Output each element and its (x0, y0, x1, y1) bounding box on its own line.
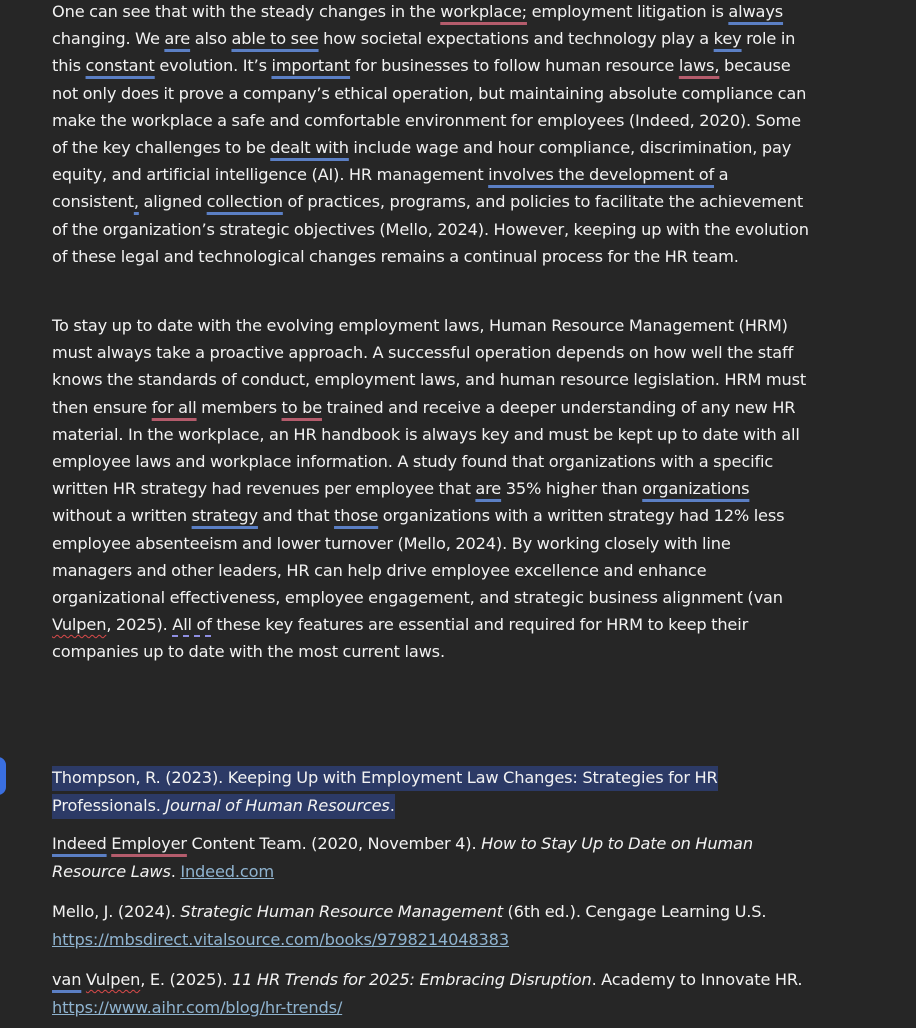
spelling-underline[interactable]: Vulpen (52, 615, 107, 635)
suggestion-underline[interactable]: , (133, 192, 139, 212)
suggestion-underline[interactable]: able to see (231, 29, 319, 49)
reference-link[interactable]: https://www.aihr.com/blog/hr-trends/ (52, 998, 343, 1018)
suggestion-underline[interactable]: important (271, 56, 351, 76)
spelling-underline[interactable]: Vulpen (85, 970, 141, 990)
reference-thompson[interactable] (52, 764, 812, 820)
suggestion-underline[interactable]: are (164, 29, 191, 49)
suggestion-underline[interactable]: van (52, 970, 82, 990)
body-paragraph-1[interactable]: One can see that with the steady changes in the workplace; employment litigation is always changing. We are also able to see how societal expectations and technology play a key role in this constant evolution. It’s important for businesses to follow human resource laws, because not only does it prove a company’s ethical operation, but maintaining absolute compliance can make the workplace a safe and comfortable environment for employees (Indeed, 2020). Some of the key challenges to be dealt with include wage and hour compliance, discrimination, pay equity, and artificial intelligence (AI). HR management involves the development of a consistent, aligned collection of practices, programs, and policies to facilitate the achievement of the organization’s strategic objectives (Mello, 2024). However, keeping up with the evolution of these legal and technological changes remains a continual process for the HR team. (52, 2, 809, 266)
suggestion-underline[interactable]: always (728, 2, 784, 21)
suggestion-underline[interactable]: to be (281, 397, 323, 417)
suggestion-underline[interactable]: key (713, 29, 742, 49)
reference-indeed[interactable]: Indeed Employer Content Team. (2020, November 4). How to Stay Up to Date on Human Resource Laws. Indeed.com (52, 834, 753, 882)
suggestion-underline[interactable]: for all (151, 397, 197, 417)
suggestion-underline[interactable]: dealt with (270, 138, 349, 158)
suggestion-underline[interactable]: strategy (191, 506, 258, 526)
suggestion-underline[interactable]: collection (206, 192, 283, 212)
suggestion-underline[interactable]: laws, (678, 56, 720, 76)
body-paragraph-2[interactable]: To stay up to date with the evolving employment laws, Human Resource Management (HRM) must always take a proactive approach. A successful operation depends on how well the staff knows the standards of conduct, employment laws, and human resource legislation. HRM must then ensure for all members to be trained and receive a deeper understanding of any new HR material. In the workplace, an HR handbook is always key and must be kept up to date with all employee laws and workplace information. A study found that organizations with a specific written HR strategy had revenues per employee that are 35% higher than organizations without a written strategy and that those organizations with a written strategy had 12% less employee absenteeism and lower turnover (Mello, 2024). By working closely with line managers and other leaders, HR can help drive employee excellence and enhance organizational effectiveness, employee engagement, and strategic business alignment (van Vulpen, 2025). All of these key features are essential and required for HRM to keep their companies up to date with the most current laws. (52, 316, 807, 662)
suggestion-underline[interactable]: Employer (111, 834, 187, 854)
selection-handle[interactable] (0, 757, 6, 795)
suggestion-underline[interactable]: workplace; (440, 2, 527, 21)
reference-mello[interactable]: Mello, J. (2024). Strategic Human Resource Management (6th ed.). Cengage Learning U.S. https://mbsdirect.vitalsource.com/books/9798214048383 (52, 902, 767, 950)
suggestion-underline[interactable]: constant (85, 56, 155, 76)
suggestion-underline[interactable]: are (475, 479, 502, 499)
suggestion-underline[interactable]: organizations (642, 479, 750, 499)
suggestion-underline[interactable]: All of (172, 615, 212, 635)
suggestion-underline[interactable]: Indeed (52, 834, 107, 854)
reference-van-vulpen[interactable]: van Vulpen, E. (2025). 11 HR Trends for 2025: Embracing Disruption. Academy to Innovate HR. https://www.aihr.com/blog/hr-trends/ (52, 970, 803, 1018)
reference-link[interactable]: https://mbsdirect.vitalsource.com/books/9798214048383 (52, 930, 509, 950)
reference-link[interactable]: Indeed.com (180, 862, 275, 882)
selected-text[interactable]: Thompson, R. (2023). Keeping Up with Employment Law Changes: Strategies for HR Professionals. Journal of Human Resources. (52, 766, 718, 819)
suggestion-underline[interactable]: those (334, 506, 379, 526)
suggestion-underline[interactable]: involves the development of (488, 165, 715, 185)
